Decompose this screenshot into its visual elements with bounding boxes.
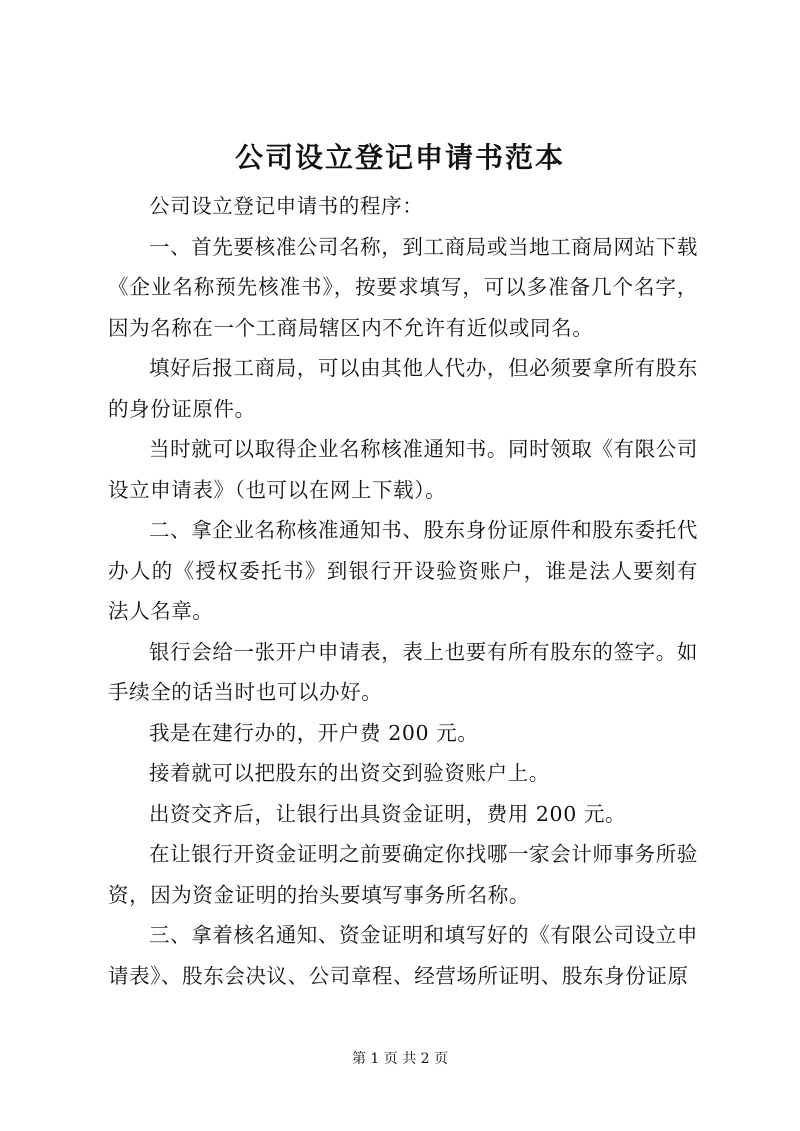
paragraph: 一、首先要核准公司名称，到工商局或当地工商局网站下载《企业名称预先核准书》，按要求填写，可以多准备几个名字，因为名称在一个工商局辖区内不允许有近似或同名。 bbox=[108, 234, 698, 340]
paragraph: 接着就可以把股东的出资交到验资账户上。 bbox=[149, 761, 550, 785]
paragraph: 出资交齐后，让银行出具资金证明，费用 200 元。 bbox=[149, 801, 627, 826]
paragraph: 银行会给一张开户申请表，表上也要有所有股东的签字。如手续全的话当时也可以办好。 bbox=[108, 639, 698, 704]
paragraph: 我是在建行办的，开户费 200 元。 bbox=[149, 720, 479, 745]
paragraph: 公司设立登记申请书的程序： bbox=[149, 194, 424, 218]
document-body bbox=[108, 186, 698, 996]
paragraph: 填好后报工商局，可以由其他人代办，但必须要拿所有股东的身份证原件。 bbox=[108, 356, 698, 421]
paragraph: 三、拿着核名通知、资金证明和填写好的《有限公司设立申请表》、股东会决议、公司章程、经营场所证明、股东身份证原 bbox=[108, 923, 698, 988]
paragraph: 二、拿企业名称核准通知书、股东身份证原件和股东委托代办人的《授权委托书》到银行开设验资账户，谁是法人要刻有法人名章。 bbox=[108, 518, 698, 623]
document-title: 公司设立登记申请书范本 bbox=[234, 141, 565, 174]
page-footer: 第 1 页 共 2 页 bbox=[351, 1051, 449, 1067]
paragraph: 在让银行开资金证明之前要确定你找哪一家会计师事务所验资，因为资金证明的抬头要填写事务所名称。 bbox=[108, 842, 698, 907]
paragraph: 当时就可以取得企业名称核准通知书。同时领取《有限公司设立申请表》（也可以在网上下载）。 bbox=[108, 437, 698, 502]
